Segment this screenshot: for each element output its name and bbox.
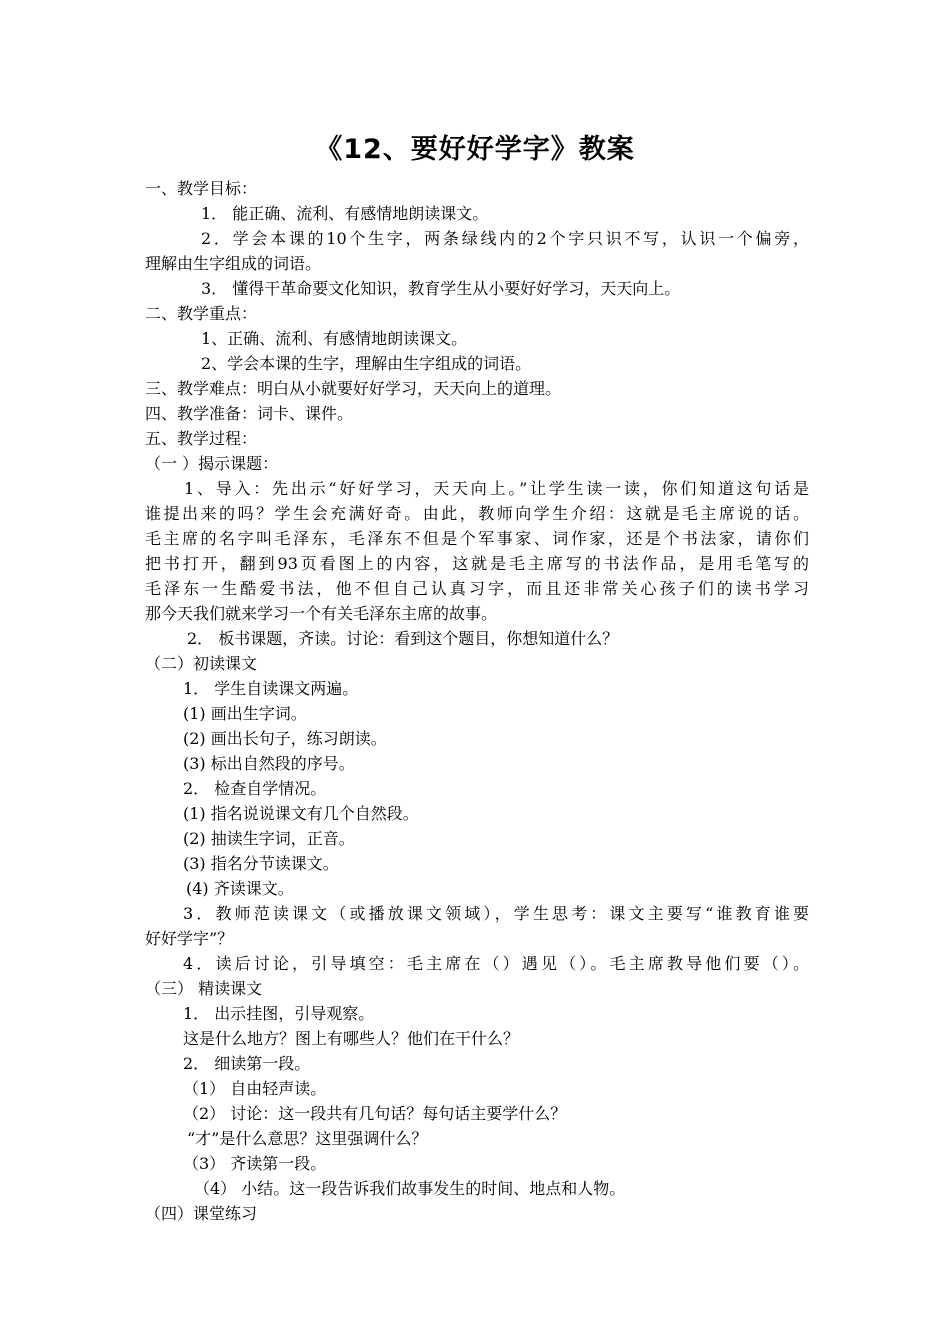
key-point-2: 2、学会本课的生字，理解由生字组成的词语。 xyxy=(201,354,532,373)
first-reading-item-2: 2． 检查自学情况。 xyxy=(183,779,327,798)
section-heading-preparation: 四、教学准备：词卡、课件。 xyxy=(145,404,354,423)
intro-paragraph-line-4 xyxy=(145,551,809,576)
section-heading-difficulties: 三、教学难点：明白从小就要好好学习，天天向上的道理。 xyxy=(145,379,562,398)
objective-item-3: 3． 懂得干革命要文化知识，教育学生从小要好好学习，天天向上。 xyxy=(201,279,681,298)
subsection-first-reading: （二）初读课文 xyxy=(145,654,258,673)
intro-paragraph-line-5 xyxy=(145,576,809,601)
close-reading-item-2: 2． 细读第一段。 xyxy=(183,1054,311,1073)
section-heading-objectives: 一、教学目标： xyxy=(145,179,258,198)
intro-paragraph-line-3 xyxy=(145,526,809,551)
first-reading-item-3 xyxy=(183,901,809,926)
objective-item-2 xyxy=(201,226,809,251)
subsection-reveal-topic: （一 ）揭示课题： xyxy=(145,454,279,473)
intro-paragraph-line-1 xyxy=(184,476,809,501)
intro-paragraph-line-6: 那今天我们就来学习一个有关毛泽东主席的故事。 xyxy=(145,604,498,623)
intro-paragraph-line-1-text: 1、导入：先出示“好好学习，天天向上。”让学生读一读，你们知道这句话是 xyxy=(184,479,809,498)
subsection-class-exercise: （四）课堂练习 xyxy=(145,1204,258,1223)
self-check-sub-3: (3) 指名分节读课文。 xyxy=(183,854,339,873)
close-reading-sub-1: （1） 自由轻声读。 xyxy=(183,1079,327,1098)
intro-paragraph-line-3-text: 毛主席的名字叫毛泽东，毛泽东不但是个军事家、词作家，还是个书法家，请你们 xyxy=(145,529,809,548)
first-reading-item-4-text: 4．读后讨论，引导填空：毛主席在（）遇见（）。毛主席教导他们要（）。 xyxy=(183,954,809,973)
close-reading-sub-4: （4） 小结。这一段告诉我们故事发生的时间、地点和人物。 xyxy=(194,1179,626,1198)
intro-paragraph-line-2 xyxy=(145,501,809,526)
intro-paragraph-line-2-text: 谁提出来的吗？学生会充满好奇。由此，教师向学生介绍：这就是毛主席说的话。 xyxy=(145,504,809,523)
objective-item-2-text: 2．学会本课的10个生字，两条绿线内的2个字只识不写，认识一个偏旁， xyxy=(201,229,809,248)
close-reading-item-1: 1． 出示挂图，引导观察。 xyxy=(183,1004,375,1023)
first-reading-item-4 xyxy=(183,951,809,976)
objective-item-2-continued: 理解由生字组成的词语。 xyxy=(145,254,322,273)
self-check-sub-1: (1) 指名说说课文有几个自然段。 xyxy=(183,804,419,823)
section-heading-process: 五、教学过程： xyxy=(145,429,258,448)
objective-item-1: 1． 能正确、流利、有感情地朗读课文。 xyxy=(201,204,489,223)
intro-paragraph-line-5-text: 毛泽东一生酷爱书法，他不但自己认真习字，而且还非常关心孩子们的读书学习 xyxy=(145,579,809,598)
first-reading-item-1: 1． 学生自读课文两遍。 xyxy=(183,679,359,698)
document-title: 《12、要好好学字》教案 xyxy=(315,134,635,165)
self-check-sub-2: (2) 抽读生字词，正音。 xyxy=(183,829,355,848)
key-point-1: 1、正确、流利、有感情地朗读课文。 xyxy=(201,329,468,348)
close-reading-questions: 这是什么地方？图上有哪些人？他们在干什么？ xyxy=(183,1029,520,1048)
first-reading-item-3-text: 3．教师范读课文（或播放课文领域），学生思考：课文主要写“谁教育谁要 xyxy=(183,904,809,923)
section-heading-key-points: 二、教学重点： xyxy=(145,304,258,323)
first-reading-sub-3: (3) 标出自然段的序号。 xyxy=(183,754,355,773)
self-check-sub-4: (4) 齐读课文。 xyxy=(186,879,294,898)
first-reading-sub-1: (1) 画出生字词。 xyxy=(183,704,307,723)
intro-paragraph-line-4-text: 把书打开，翻到93页看图上的内容，这就是毛主席写的书法作品，是用毛笔写的 xyxy=(145,554,809,573)
close-reading-sub-3: （3） 齐读第一段。 xyxy=(183,1154,327,1173)
close-reading-sub-2: （2） 讨论：这一段共有几句话？每句话主要学什么？ xyxy=(183,1104,567,1123)
board-topic-item: 2． 板书课题，齐读。讨论：看到这个题目，你想知道什么？ xyxy=(187,629,619,648)
first-reading-item-3-continued: 好好学字”？ xyxy=(145,929,234,948)
first-reading-sub-2: (2) 画出长句子，练习朗读。 xyxy=(183,729,387,748)
subsection-close-reading: （三） 精读课文 xyxy=(145,979,263,998)
close-reading-sub-2-question: “才”是什么意思？这里强调什么？ xyxy=(187,1129,428,1148)
